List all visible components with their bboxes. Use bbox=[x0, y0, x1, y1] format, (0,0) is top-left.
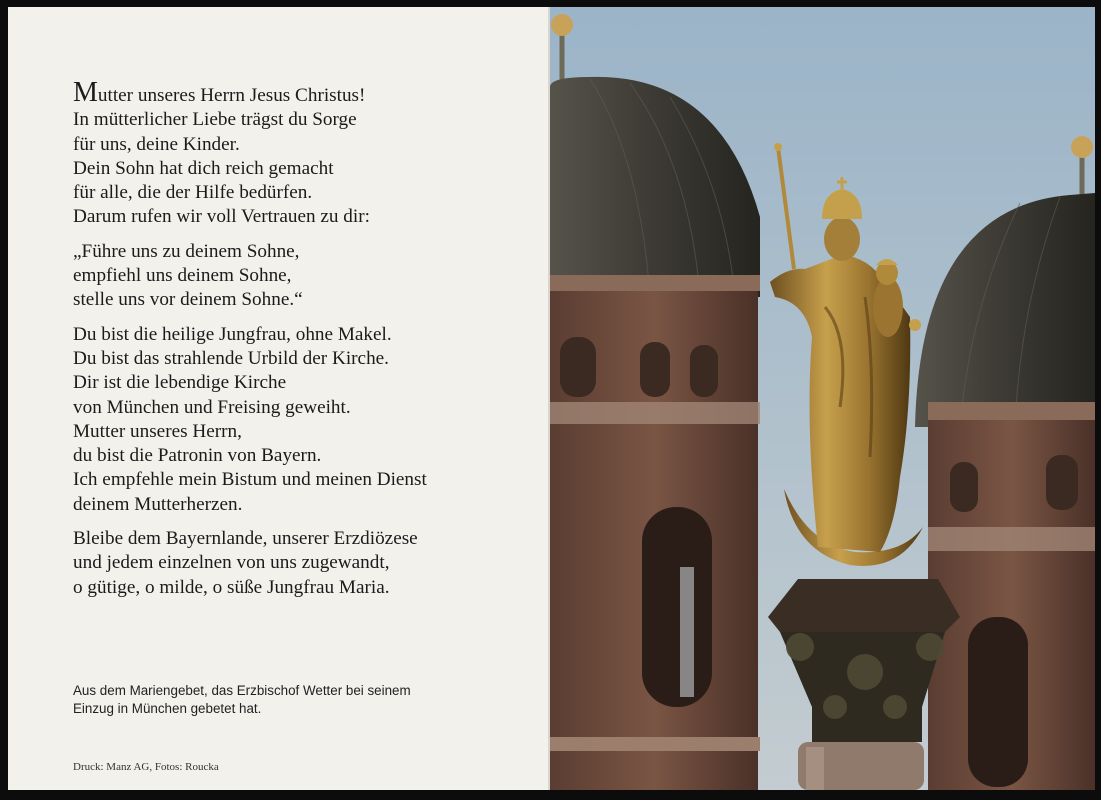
prayer-line: empfiehl uns deinem Sohne, bbox=[73, 265, 292, 287]
prayer-line: deinem Mutterherzen. bbox=[73, 493, 243, 515]
madonna-head bbox=[824, 217, 860, 261]
prayer-line: Du bist das strahlende Urbild der Kirche. bbox=[73, 347, 389, 369]
finial-ball bbox=[1071, 136, 1093, 158]
prayer-line: Bleibe dem Bayernlande, unserer Erzdiözese bbox=[73, 528, 418, 550]
prayer-stanza-3 bbox=[73, 323, 533, 517]
prayer-stanza-1 bbox=[73, 77, 533, 230]
drop-cap: M bbox=[73, 77, 98, 108]
prayer-line: In mütterlicher Liebe trägst du Sorge bbox=[73, 109, 357, 131]
prayer-line: Ich empfehle mein Bistum und meinen Dienst bbox=[73, 469, 427, 491]
prayer-card bbox=[8, 7, 1095, 790]
prayer-line: Du bist die heilige Jungfrau, ohne Makel. bbox=[73, 323, 392, 345]
prayer-stanza-2 bbox=[73, 240, 533, 313]
prayer-line: Mutter unseres Herrn Jesus Christus! bbox=[73, 77, 366, 108]
prayer-line: für uns, deine Kinder. bbox=[73, 133, 240, 155]
prayer-line: und jedem einzelnen von uns zugewandt, bbox=[73, 552, 390, 574]
prayer-line: Dein Sohn hat dich reich gemacht bbox=[73, 157, 334, 179]
prayer-text bbox=[73, 77, 533, 610]
prayer-line: stelle uns vor deinem Sohne.“ bbox=[73, 289, 303, 311]
orb bbox=[909, 319, 921, 331]
prayer-line: Mutter unseres Herrn, bbox=[73, 420, 242, 442]
source-note bbox=[73, 682, 503, 718]
christ-child bbox=[873, 277, 903, 337]
prayer-line: du bist die Patronin von Bayern. bbox=[73, 445, 322, 467]
prayer-stanza-4 bbox=[73, 527, 533, 600]
prayer-line: für alle, die der Hilfe bedürfen. bbox=[73, 182, 313, 204]
prayer-line: „Führe uns zu deinem Sohne, bbox=[73, 240, 300, 262]
prayer-line: von München und Freising geweiht. bbox=[73, 396, 351, 418]
text-page bbox=[8, 7, 549, 790]
prayer-line: o gütige, o milde, o süße Jungfrau Maria. bbox=[73, 576, 390, 598]
prayer-line: Dir ist die lebendige Kirche bbox=[73, 372, 287, 394]
prayer-line: Darum rufen wir voll Vertrauen zu dir: bbox=[73, 206, 370, 228]
mariensaeule-photo bbox=[550, 7, 1095, 790]
source-note-line: Aus dem Mariengebet, das Erzbischof Wetter bei seinem bbox=[73, 683, 411, 698]
source-note-line: Einzug in München gebetet hat. bbox=[73, 701, 262, 716]
print-credits: Druck: Manz AG, Fotos: Roucka bbox=[73, 761, 219, 773]
finial-ball bbox=[551, 14, 573, 36]
photo-illustration bbox=[550, 7, 1095, 790]
column-capital-top bbox=[768, 579, 960, 632]
